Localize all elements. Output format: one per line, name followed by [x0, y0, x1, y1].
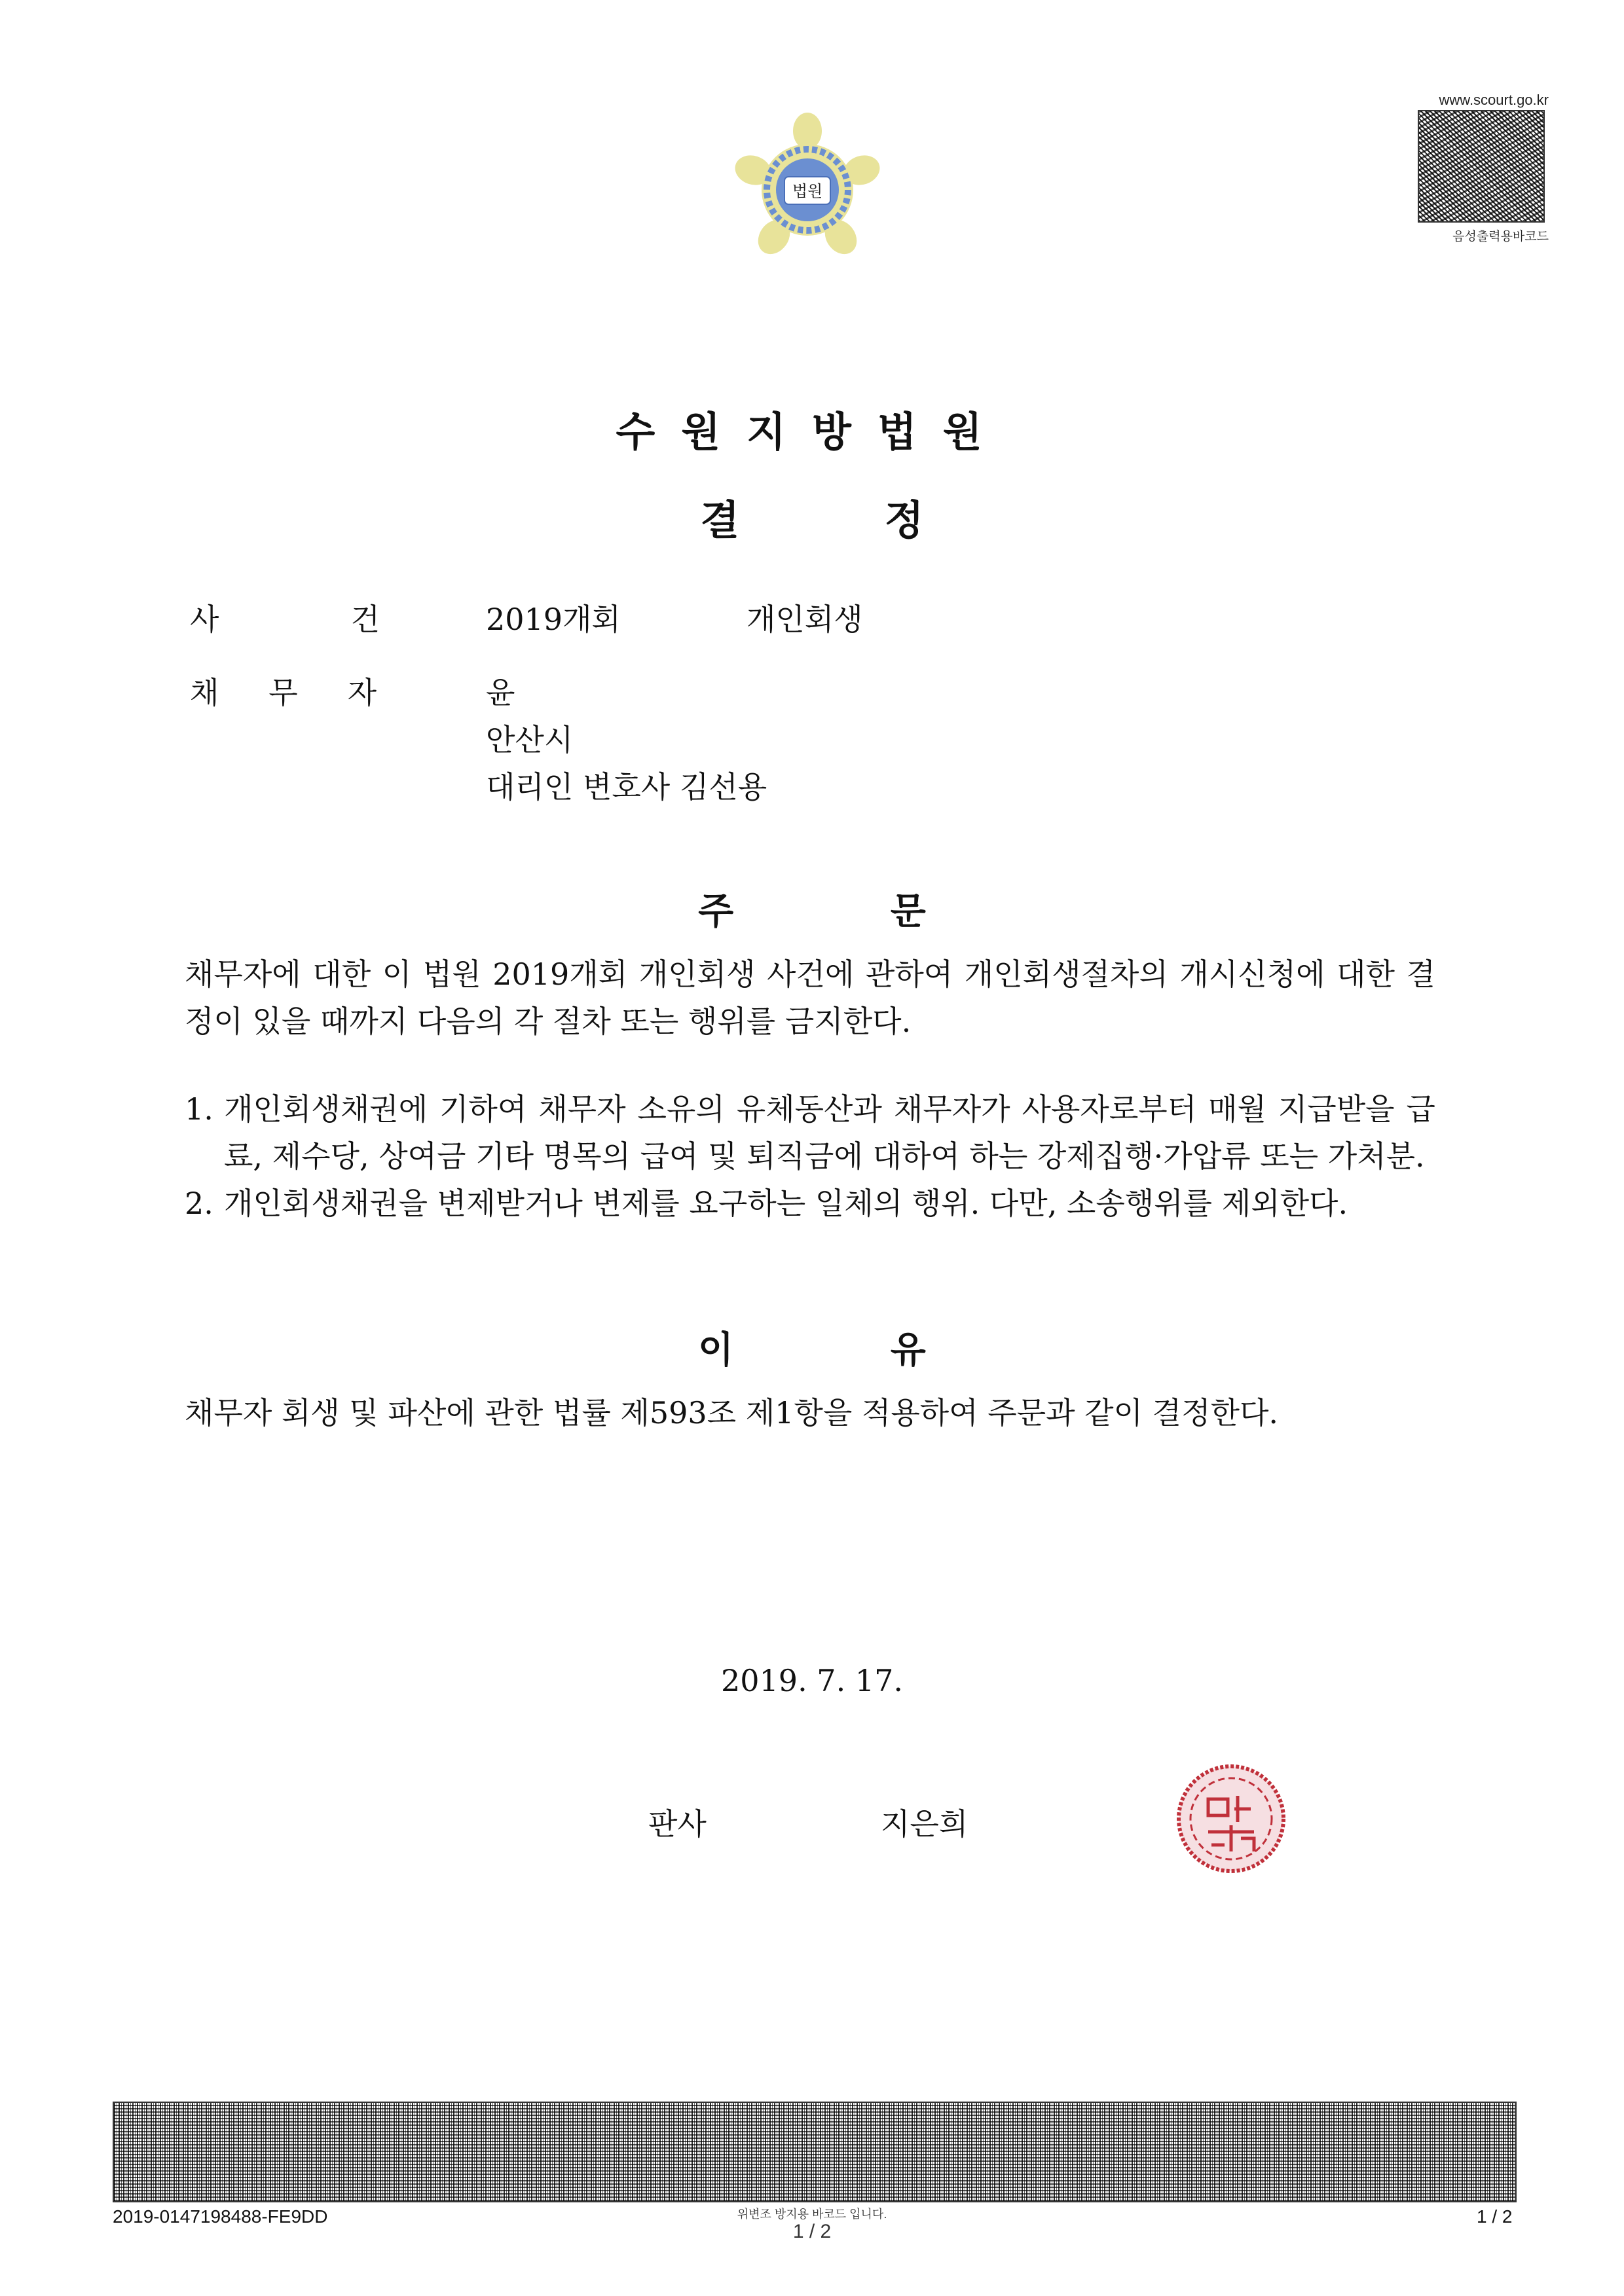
- court-name: 수원지방법원: [616, 408, 1008, 456]
- debtor-address: 안산시: [486, 722, 574, 757]
- reason-text: 채무자 회생 및 파산에 관한 법률 제593조 제1항을 적용하여 주문과 같이 결정한다.: [185, 1395, 1279, 1430]
- debtor-label-char: 채: [190, 675, 219, 710]
- judge-name: 지은희: [881, 1806, 969, 1842]
- debtor-name: 윤: [486, 675, 515, 710]
- debtor-label: [190, 669, 377, 712]
- anti-forgery-barcode: [113, 2102, 1517, 2202]
- case-label-char: 사: [190, 602, 219, 637]
- document-code: 2019-0147198488-FE9DD: [113, 2206, 328, 2227]
- barcode-note: 위변조 방지용 바코드 입니다.: [737, 2208, 887, 2221]
- judge-title: 판사: [648, 1806, 707, 1842]
- voice-barcode: [1418, 110, 1545, 223]
- page-number-right: 1 / 2: [1477, 2206, 1513, 2227]
- court-emblem: [732, 113, 883, 263]
- case-name: 개인회생: [747, 602, 863, 637]
- order-heading: 주 문: [698, 890, 926, 933]
- emblem-text: 법원: [792, 182, 823, 200]
- order-item-text: 개인회생채권을 변제받거나 변제를 요구하는 일체의 행위. 다만, 소송행위를 제외한다.: [224, 1186, 1348, 1221]
- case-label-char: 건: [350, 602, 380, 637]
- debtor-agent: 대리인 변호사 김선용: [486, 769, 767, 805]
- document-title: 결 정: [700, 496, 924, 544]
- order-item-text: 개인회생채권에 기하여 채무자 소유의 유체동산과 채무자가 사용자로부터 매월 지급받을 급료, 제수당, 상여금 기타 명목의 급여 및 퇴직금에 대하여 하는 강제집행·가압류 또는 가처분.: [224, 1091, 1435, 1174]
- order-item-number: 1.: [185, 1091, 213, 1127]
- reason-heading: 이 유: [698, 1329, 926, 1372]
- judge-seal: [1172, 1760, 1290, 1878]
- order-intro: 채무자에 대한 이 법원 2019개회 개인회생 사건에 관하여 개인회생절차의 개시신청에 대한 결정이 있을 때까지 다음의 각 절차 또는 행위를 금지한다.: [185, 957, 1435, 1039]
- order-list: [185, 1085, 1435, 1227]
- barcode-caption: 음성출력용바코드: [1452, 230, 1549, 244]
- page-number-center: 1 / 2: [792, 2221, 832, 2242]
- order-item: [185, 1180, 1435, 1227]
- case-number: 2019개회: [486, 602, 621, 637]
- decision-date: 2019. 7. 17.: [721, 1663, 903, 1698]
- barcode-url: www.scourt.go.kr: [1439, 92, 1549, 108]
- debtor-label-char: 무: [268, 675, 298, 710]
- order-item-number: 2.: [185, 1186, 213, 1221]
- debtor-label-char: 자: [347, 675, 377, 710]
- order-item: [185, 1085, 1435, 1180]
- case-label: [190, 596, 380, 639]
